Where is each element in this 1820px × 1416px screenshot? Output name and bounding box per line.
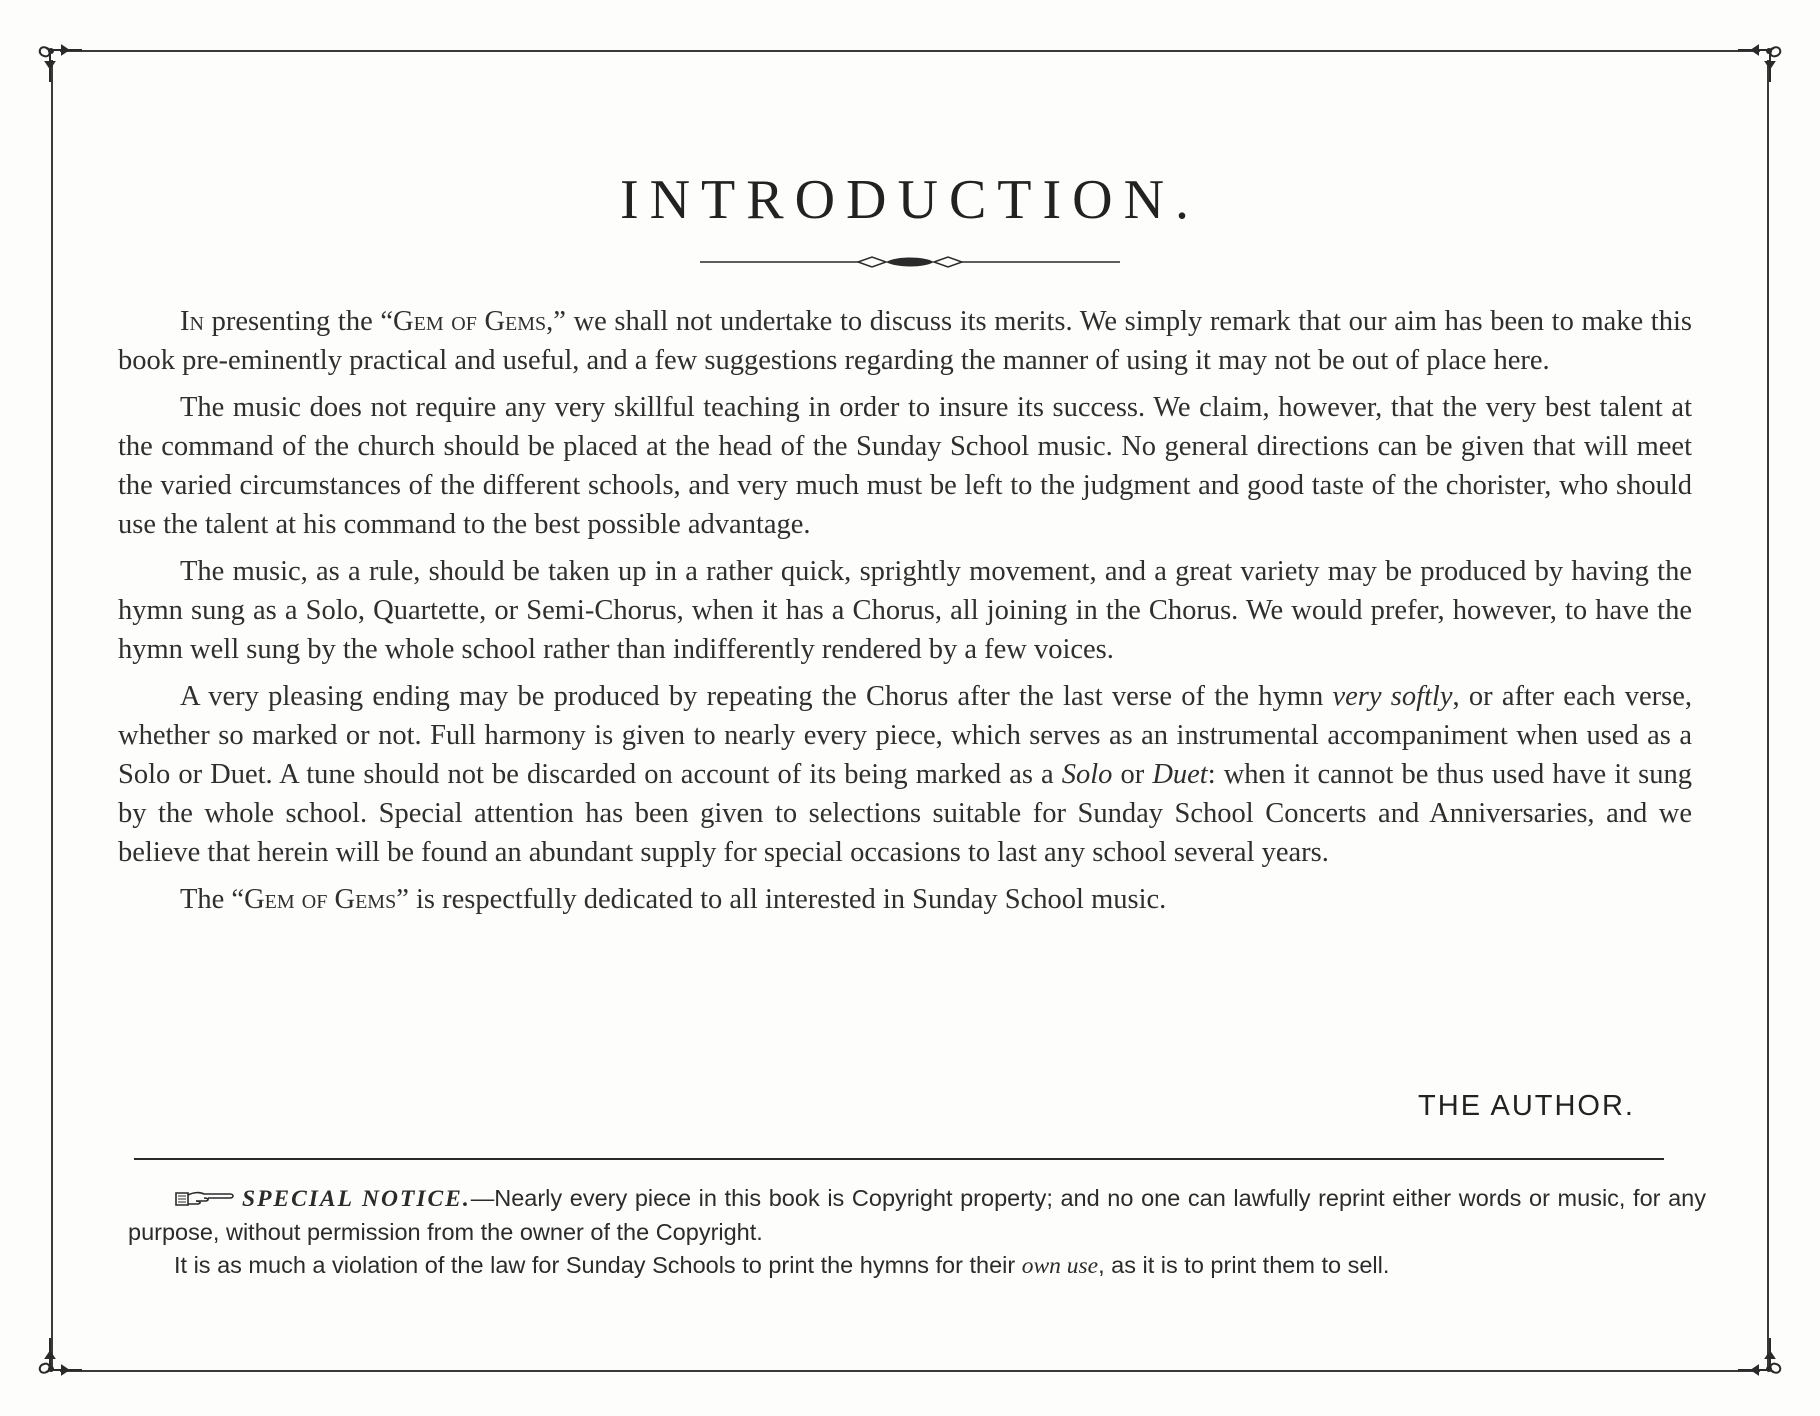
pointing-hand-icon (174, 1188, 236, 1208)
paragraph-4-or: or (1112, 759, 1153, 790)
paragraph-4-text-c: : when it cannot be thus used have it sung by the whole school. Special attention has been given to selections suitable for Sunday School Concerts and Anniversaries, and we believe that herein will be found an abundant supply for special occasions to last any school several years. (118, 759, 1692, 868)
paragraph-5 (118, 880, 1692, 919)
own-use-emphasis: own use (1021, 1253, 1099, 1279)
corner-ornament-top-left-icon (22, 22, 102, 102)
solo-emphasis: Solo (1061, 759, 1113, 790)
notice-text-2a: It is as much a violation of the law for Sunday Schools to print the hymns for their (174, 1252, 1022, 1278)
paragraph-1 (118, 302, 1692, 380)
paragraph-5-text-a: The “ (180, 884, 245, 915)
paragraph-1-lead: In (180, 306, 204, 337)
paragraph-3: The music, as a rule, should be taken up in a rather quick, sprightly movement, and a great variety may be produced by having the hymn sung as a Solo, Quartette, or Semi-Chorus, when it has a Chorus, all joining in the Chorus. We would prefer, however, to have the hymn well sung by the whole school rather than indifferently rendered by a few voices. (118, 556, 1692, 665)
corner-ornament-top-right-icon (1718, 22, 1798, 102)
border-left-line (51, 60, 53, 1370)
border-bottom-line (60, 1370, 1760, 1372)
notice-line-1 (128, 1182, 1706, 1249)
notice-heading: SPECIAL NOTICE. (242, 1186, 471, 1212)
corner-ornament-bottom-right-icon (1718, 1318, 1798, 1398)
paragraph-4-text-a: A very pleasing ending may be produced by repeating the Chorus after the last verse of the hymn (180, 681, 1333, 712)
corner-ornament-bottom-left-icon (22, 1318, 102, 1398)
paragraph-1-text-b: ,” we shall not undertake to discuss its merits. We simply remark that our aim has been to make this book pre-eminently practical and useful, and a few suggestions regarding the manner of using it may not be out of place here. (118, 306, 1692, 376)
author-signature: THE AUTHOR. (1418, 1090, 1635, 1122)
paragraph-2: The music does not require any very skillful teaching in order to insure its success. We claim, however, that the very best talent at the command of the church should be placed at the head of the Sunday School music. No general directions can be given that will meet the varied circumstances of the different schools, and very much must be left to the judgment and good taste of the chorister, who should use the talent at his command to the best possible advantage. (118, 392, 1692, 540)
paragraph-5-text-b: ” is respectfully dedicated to all interested in Sunday School music. (396, 884, 1167, 915)
book-title-reference-2: Gem of Gems (244, 884, 397, 915)
page-title: INTRODUCTION. (619, 169, 1201, 231)
border-right-line (1767, 60, 1769, 1370)
paragraph-4-text-b: , or after each verse, whether so marked or not. Full harmony is given to nearly every piece, which serves as an instrumental accompaniment when used as a Solo or Duet. A tune should not be discarded on account of its being marked as a (118, 681, 1692, 790)
title-divider-ornament-icon (700, 250, 1120, 274)
duet-emphasis: Duet (1152, 759, 1208, 790)
introduction-body (118, 302, 1692, 927)
border-top-line (60, 50, 1760, 52)
very-softly-emphasis: very softly (1332, 681, 1453, 712)
notice-text-1: —Nearly every piece in this book is Copyright property; and no one can lawfully reprint either words or music, for any purpose, without permission from the owner of the Copyright. (128, 1185, 1706, 1245)
book-title-reference: Gem of Gems (393, 306, 547, 337)
paragraph-1-text-a: presenting the “ (203, 306, 394, 337)
notice-line-2 (128, 1249, 1706, 1283)
paragraph-4 (118, 677, 1692, 872)
notice-text-2b: , as it is to print them to sell. (1098, 1252, 1390, 1278)
special-notice (128, 1182, 1706, 1283)
section-divider (134, 1158, 1664, 1160)
